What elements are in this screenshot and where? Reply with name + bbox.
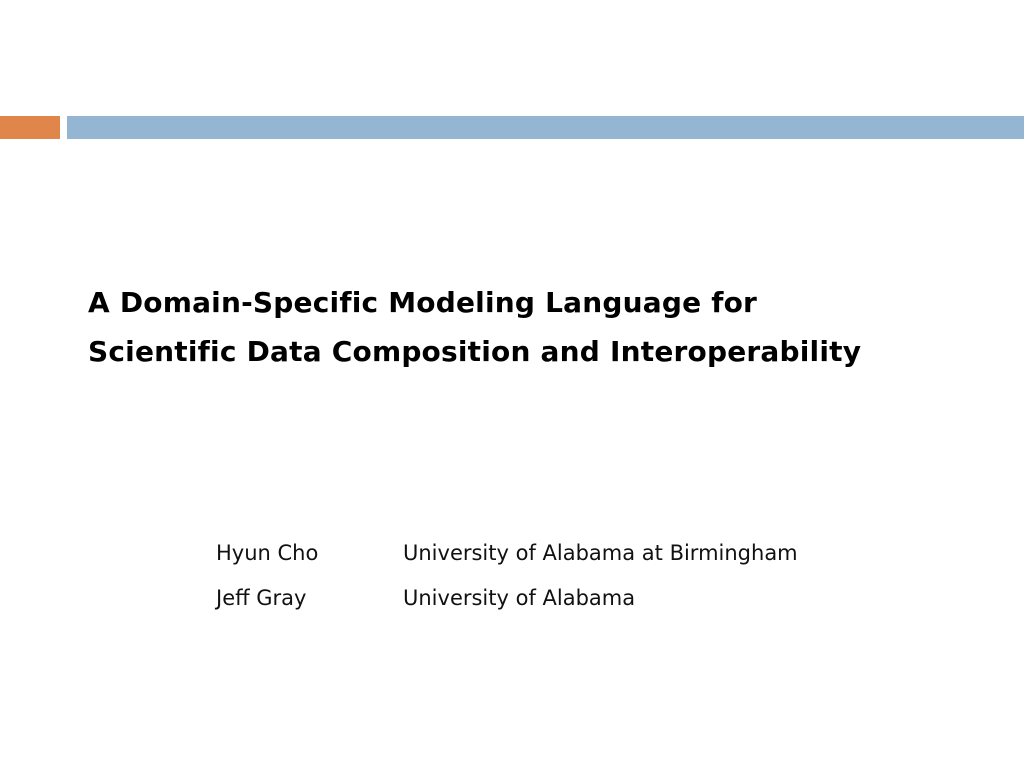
accent-bar-blue xyxy=(67,116,1024,139)
author-list xyxy=(216,536,916,626)
author-name: Hyun Cho xyxy=(216,541,319,565)
title-line-2: Scientific Data Composition and Interoperability xyxy=(88,335,862,368)
author-affiliation: University of Alabama at Birmingham xyxy=(403,541,798,565)
author-row xyxy=(216,581,916,626)
accent-bar-orange xyxy=(0,116,60,139)
author-name: Jeff Gray xyxy=(216,586,307,610)
author-affiliation: University of Alabama xyxy=(403,586,636,610)
title-line-1: A Domain-Specific Modeling Language for xyxy=(88,286,758,319)
author-row xyxy=(216,536,916,581)
slide-title xyxy=(88,278,948,376)
